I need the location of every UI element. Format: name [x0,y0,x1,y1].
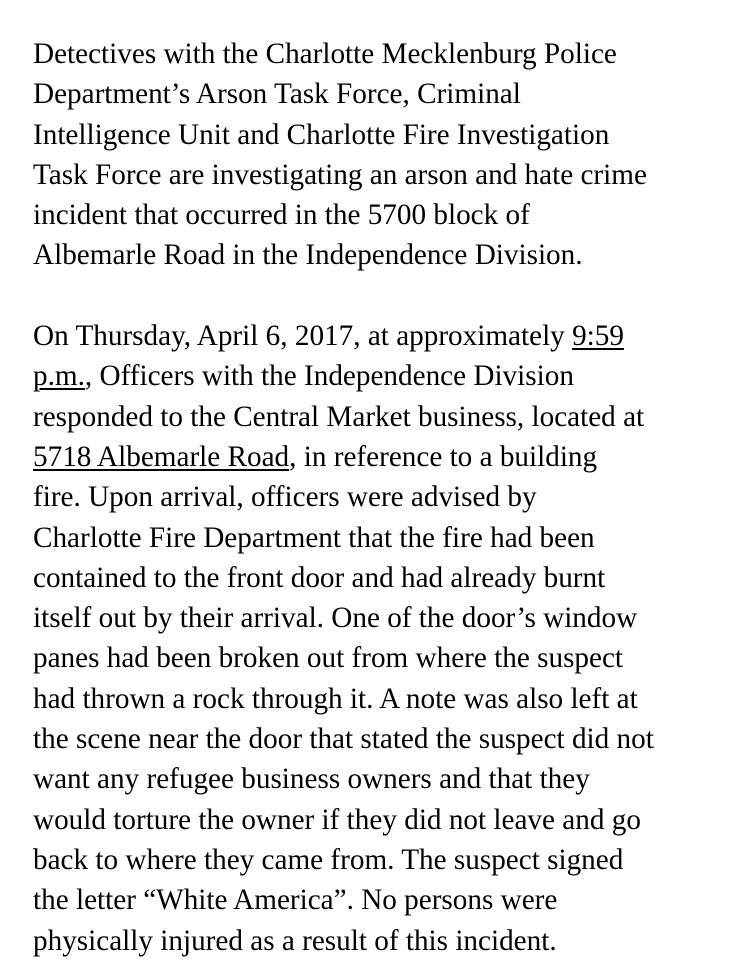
paragraph-incident-details [33,316,730,961]
paragraph-intro: Detectives with the Charlotte Mecklenburg Police Department’s Arson Task Force, Criminal Intelligence Unit and Charlotte Fire Investigation Task Force are investigating an arson and hate crime incident that occurred in the 5700 block of Albemarle Road in the Independence Division. [33,38,647,272]
address-link[interactable]: 5718 Albemarle Road [33,440,290,473]
time-link-continued[interactable]: p.m. [33,360,85,393]
incident-text-body: , in reference to a building fire. Upon arrival, officers were advised by Charlotte Fire Department that the fire had been contained to the front door and had already burnt itself out by their arrival. One of the door’s window panes had been broken out from where the suspect had thrown a rock through it. A note was also left at the scene near the door that stated the suspect did not want any refugee business owners and that they would torture the owner if they did not leave and go back to where they came from. The suspect signed the letter “White America”. No persons were physically injured as a result of this incident. [33,440,654,957]
incident-text-middle: , Officers with the Independence Division responded to the Central Market business, located at [33,360,645,433]
incident-text-lead: On Thursday, April 6, 2017, at approximately [33,320,573,353]
time-link[interactable]: 9:59 [572,320,624,353]
